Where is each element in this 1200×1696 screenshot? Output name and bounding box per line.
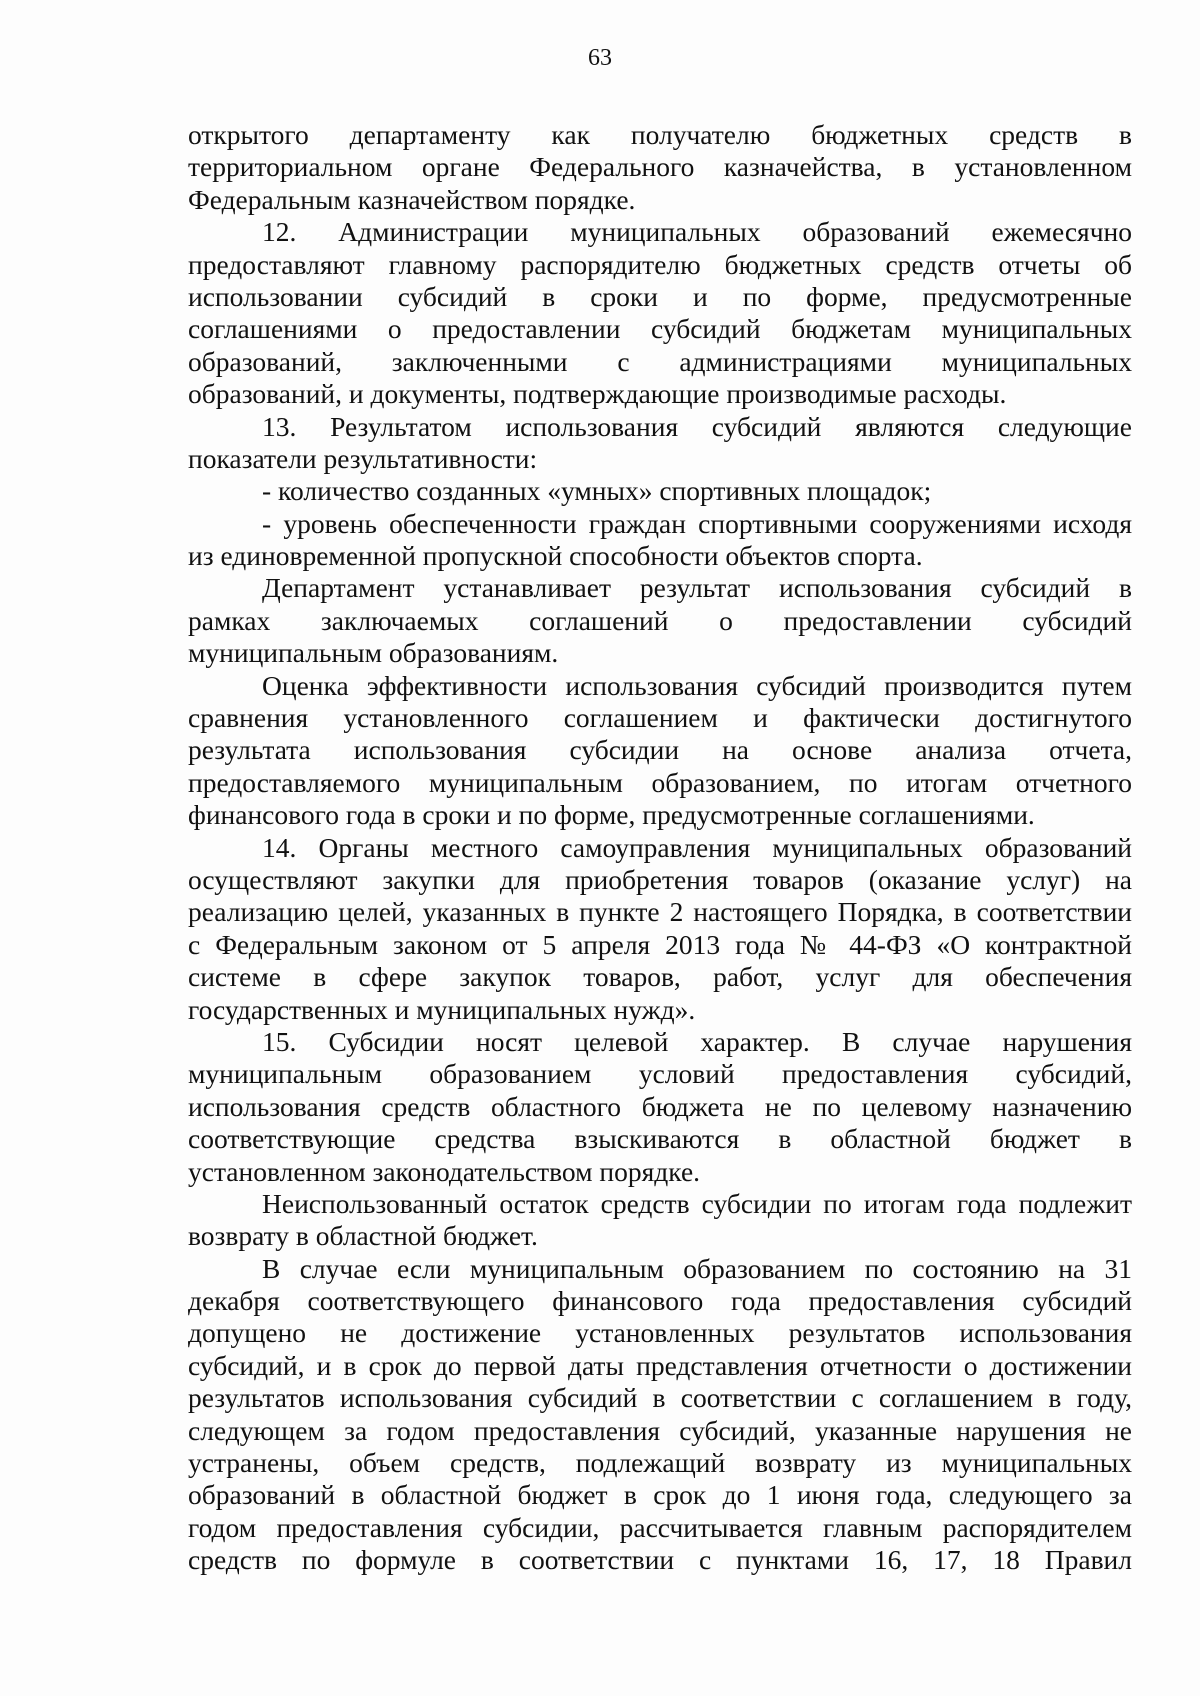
text-line: годом предоставления субсидии, рассчитывается главным распорядителем (188, 1511, 1132, 1543)
text-line: 15. Субсидии носят целевой характер. В случае нарушения (262, 1025, 1132, 1057)
text-line: из единовременной пропускной способности объектов спорта. (188, 540, 923, 572)
text-line: Неиспользованный остаток средств субсидии по итогам года подлежит (262, 1187, 1132, 1219)
text-line: использовании субсидий в сроки и по форме, предусмотренные (188, 280, 1132, 312)
document-body (188, 119, 1132, 1577)
page-number: 63 (588, 45, 612, 71)
text-line: соглашениями о предоставлении субсидий бюджетам муниципальных (188, 313, 1132, 345)
text-line: устранены, объем средств, подлежащий возврату из муниципальных (188, 1447, 1132, 1479)
text-line: образований, и документы, подтверждающие производимые расходы. (188, 378, 1007, 410)
text-line: возврату в областной бюджет. (188, 1220, 538, 1252)
text-line: открытого департаменту как получателю бюджетных средств в (188, 119, 1132, 150)
text-line: субсидий, и в срок до первой даты представления отчетности о достижении (188, 1349, 1132, 1381)
text-line: предоставляемого муниципальным образованием, по итогам отчетного (188, 766, 1132, 798)
text-line: рамках заключаемых соглашений о предоставлении субсидий (188, 604, 1132, 636)
text-line: системе в сфере закупок товаров, работ, услуг для обеспечения (188, 961, 1132, 993)
text-line: с Федеральным законом от 5 апреля 2013 года № 44-ФЗ «О контрактной (188, 928, 1132, 960)
text-line: Департамент устанавливает результат использования субсидий в (262, 572, 1132, 604)
text-line: предоставляют главному распорядителю бюджетных средств отчеты об (188, 248, 1132, 280)
text-line: 14. Органы местного самоуправления муниципальных образований (262, 831, 1132, 863)
text-line: средств по формуле в соответствии с пунктами 16, 17, 18 Правил (188, 1544, 1132, 1576)
text-line: 13. Результатом использования субсидий являются следующие (262, 410, 1132, 442)
text-line: муниципальным образованием условий предоставления субсидий, (188, 1058, 1132, 1090)
text-line: установленном законодательством порядке. (188, 1155, 701, 1187)
text-line: сравнения установленного соглашением и фактически достигнутого (188, 702, 1132, 734)
text-line: использования средств областного бюджета не по целевому назначению (188, 1090, 1132, 1122)
text-line: соответствующие средства взыскиваются в областной бюджет в (188, 1123, 1132, 1155)
text-line: образований в областной бюджет в срок до 1 июня года, следующего за (188, 1479, 1132, 1511)
text-line: следующем за годом предоставления субсидий, указанные нарушения не (188, 1414, 1132, 1446)
text-line: 12. Администрации муниципальных образований ежемесячно (262, 216, 1132, 248)
text-line: показатели результативности: (188, 442, 538, 474)
text-line: В случае если муниципальным образованием по состоянию на 31 (262, 1252, 1132, 1284)
text-line: территориальном органе Федерального казначейства, в установленном (188, 151, 1132, 183)
text-line: Оценка эффективности использования субсидий производится путем (262, 669, 1132, 701)
text-line: финансового года в сроки и по форме, предусмотренные соглашениями. (188, 799, 1035, 831)
text-line: реализацию целей, указанных в пункте 2 настоящего Порядка, в соответствии (188, 896, 1132, 928)
text-line: допущено не достижение установленных результатов использования (188, 1317, 1132, 1349)
text-line: Федеральным казначейством порядке. (188, 183, 636, 215)
text-line: осуществляют закупки для приобретения товаров (оказание услуг) на (188, 863, 1132, 895)
text-line: образований, заключенными с администрациями муниципальных (188, 345, 1132, 377)
text-line: декабря соответствующего финансового года предоставления субсидий (188, 1285, 1132, 1317)
text-line: муниципальным образованиям. (188, 637, 559, 669)
text-line: государственных и муниципальных нужд». (188, 993, 696, 1025)
text-line: - уровень обеспеченности граждан спортивными сооружениями исходя (262, 507, 1132, 539)
text-line: результатов использования субсидий в соответствии с соглашением в году, (188, 1382, 1132, 1414)
text-line: результата использования субсидии на основе анализа отчета, (188, 734, 1132, 766)
text-line: - количество созданных «умных» спортивных площадок; (262, 475, 932, 507)
